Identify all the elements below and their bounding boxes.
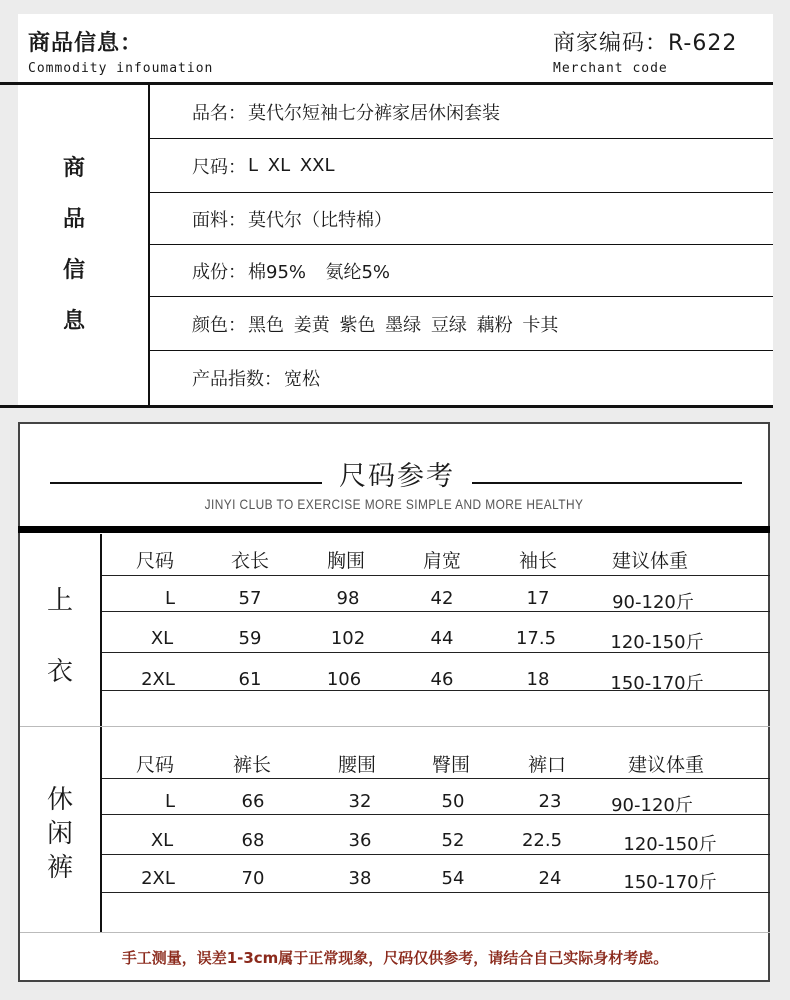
- row-divider: [102, 575, 770, 576]
- info-row-fabric: [150, 193, 773, 245]
- info-row-color: [150, 297, 773, 351]
- bottom-header-cell: 裤口: [527, 754, 566, 776]
- bottom-cell: 66: [241, 791, 265, 812]
- measurement-note: 手工测量，误差1-3cm属于正常现象，尺码仅供参考，请结合自己实际身材考虑。: [121, 948, 669, 967]
- size-chart-subtitle: JINYI CLUB TO EXERCISE MORE SIMPLE AND MORE HEALTHY: [204, 496, 584, 512]
- top-cell: 2XL: [141, 669, 175, 690]
- top-cell: XL: [150, 628, 174, 649]
- section-separator: [20, 726, 770, 727]
- info-table: [0, 82, 773, 408]
- size-chart-title: 尺码参考: [339, 461, 455, 492]
- bottom-header-cell: 腰围: [337, 754, 376, 776]
- info-label: 尺码：: [192, 156, 246, 178]
- top-cell: 44: [430, 628, 454, 649]
- row-divider: [102, 814, 770, 815]
- row-divider: [102, 652, 770, 653]
- row-divider: [102, 611, 770, 612]
- commodity-title: 商品信息：: [28, 31, 144, 56]
- info-label: 成份：: [192, 261, 246, 283]
- info-label: 面料：: [192, 209, 246, 231]
- top-cell: 90-120斤: [612, 592, 694, 613]
- top-header-cell: 袖长: [518, 550, 557, 572]
- top-cell: 98: [336, 588, 360, 609]
- bottom-cell: 90-120斤: [611, 795, 693, 816]
- top-cell: 18: [526, 669, 550, 690]
- bottom-header-cell: 尺码: [135, 754, 174, 776]
- bottom-section-label: [20, 779, 100, 889]
- bottom-header-cell: 臀围: [431, 754, 470, 776]
- top-cell: 150-170斤: [610, 673, 704, 694]
- top-cell: 57: [238, 588, 262, 609]
- info-row-fit: [150, 351, 773, 405]
- info-side-char: 信: [62, 258, 85, 283]
- bottom-cell: 50: [441, 791, 465, 812]
- bottom-cell: 120-150斤: [623, 834, 717, 855]
- top-cell: 17: [526, 588, 550, 609]
- bottom-cell: 22.5: [521, 830, 563, 851]
- bottom-cell: 38: [348, 868, 372, 889]
- bottom-cell: 24: [538, 868, 562, 889]
- info-label: 颜色：: [192, 314, 246, 336]
- bottom-cell: 68: [241, 830, 265, 851]
- bottom-cell: L: [164, 791, 176, 812]
- info-side-char: 品: [62, 207, 85, 232]
- top-label-char: 衣: [46, 657, 73, 687]
- top-header-cell: 建议体重: [611, 550, 688, 572]
- bottom-cell: 70: [241, 868, 265, 889]
- top-header-cell: 胸围: [326, 550, 365, 572]
- info-side-label: [0, 85, 150, 405]
- top-header-cell: 肩宽: [422, 550, 461, 572]
- info-side-char: 商: [62, 156, 85, 181]
- commodity-subtitle: Commodity infoumation: [28, 61, 214, 76]
- heading-rule-right: [472, 482, 742, 484]
- bottom-cell: XL: [150, 830, 174, 851]
- info-label: 产品指数：: [192, 369, 282, 390]
- top-cell: 106: [326, 669, 362, 690]
- row-divider: [102, 892, 770, 893]
- top-header-cell: 尺码: [135, 550, 174, 572]
- bottom-cell: 2XL: [141, 868, 175, 889]
- merchant-code-header: [553, 26, 737, 76]
- commodity-info-panel: [18, 14, 773, 405]
- merchant-code-title: 商家编码：R-622: [553, 31, 738, 56]
- top-cell: 120-150斤: [610, 632, 704, 653]
- bottom-label-char: 裤: [46, 853, 73, 883]
- top-cell: L: [164, 588, 176, 609]
- row-divider: [102, 690, 770, 691]
- top-header-cell: 衣长: [230, 550, 269, 572]
- info-value: 莫代尔（比特棉）: [248, 209, 392, 231]
- heading-divider: [18, 526, 770, 533]
- merchant-code-subtitle: Merchant code: [553, 61, 668, 76]
- bottom-cell: 54: [441, 868, 465, 889]
- bottom-header-cell: 建议体重: [627, 754, 704, 776]
- size-chart-panel: [18, 422, 770, 982]
- top-label-char: 上: [46, 586, 73, 616]
- info-row-composition: [150, 245, 773, 297]
- section-divider-vertical: [100, 534, 102, 932]
- heading-rule-left: [50, 482, 322, 484]
- size-chart-heading: [20, 424, 768, 524]
- bottom-cell: 32: [348, 791, 372, 812]
- top-cell: 59: [238, 628, 262, 649]
- info-value: 莫代尔短袖七分裤家居休闲套装: [248, 102, 500, 124]
- bottom-cell: 36: [348, 830, 372, 851]
- info-value: 黑色 姜黄 紫色 墨绿 豆绿 藕粉 卡其: [248, 314, 559, 336]
- top-cell: 102: [330, 628, 366, 649]
- bottom-cell: 150-170斤: [623, 872, 717, 893]
- info-value: 宽松: [284, 369, 320, 390]
- info-side-char: 息: [62, 309, 85, 334]
- bottom-label-char: 闲: [46, 819, 73, 849]
- info-label: 品名：: [192, 102, 246, 124]
- info-row-name: [150, 85, 773, 139]
- bottom-header-cell: 裤长: [232, 754, 271, 776]
- bottom-cell: 52: [441, 830, 465, 851]
- row-divider: [102, 854, 770, 855]
- top-cell: 42: [430, 588, 454, 609]
- row-divider: [102, 778, 770, 779]
- top-cell: 61: [238, 669, 262, 690]
- info-row-size: [150, 139, 773, 193]
- top-cell: 17.5: [515, 628, 557, 649]
- info-value: L XL XXL: [248, 155, 335, 176]
- commodity-header: [28, 26, 213, 76]
- bottom-label-char: 休: [46, 785, 73, 815]
- top-section-label: [20, 574, 100, 694]
- info-value: 棉95% 氨纶5%: [248, 261, 391, 283]
- bottom-cell: 23: [538, 791, 562, 812]
- top-cell: 46: [430, 669, 454, 690]
